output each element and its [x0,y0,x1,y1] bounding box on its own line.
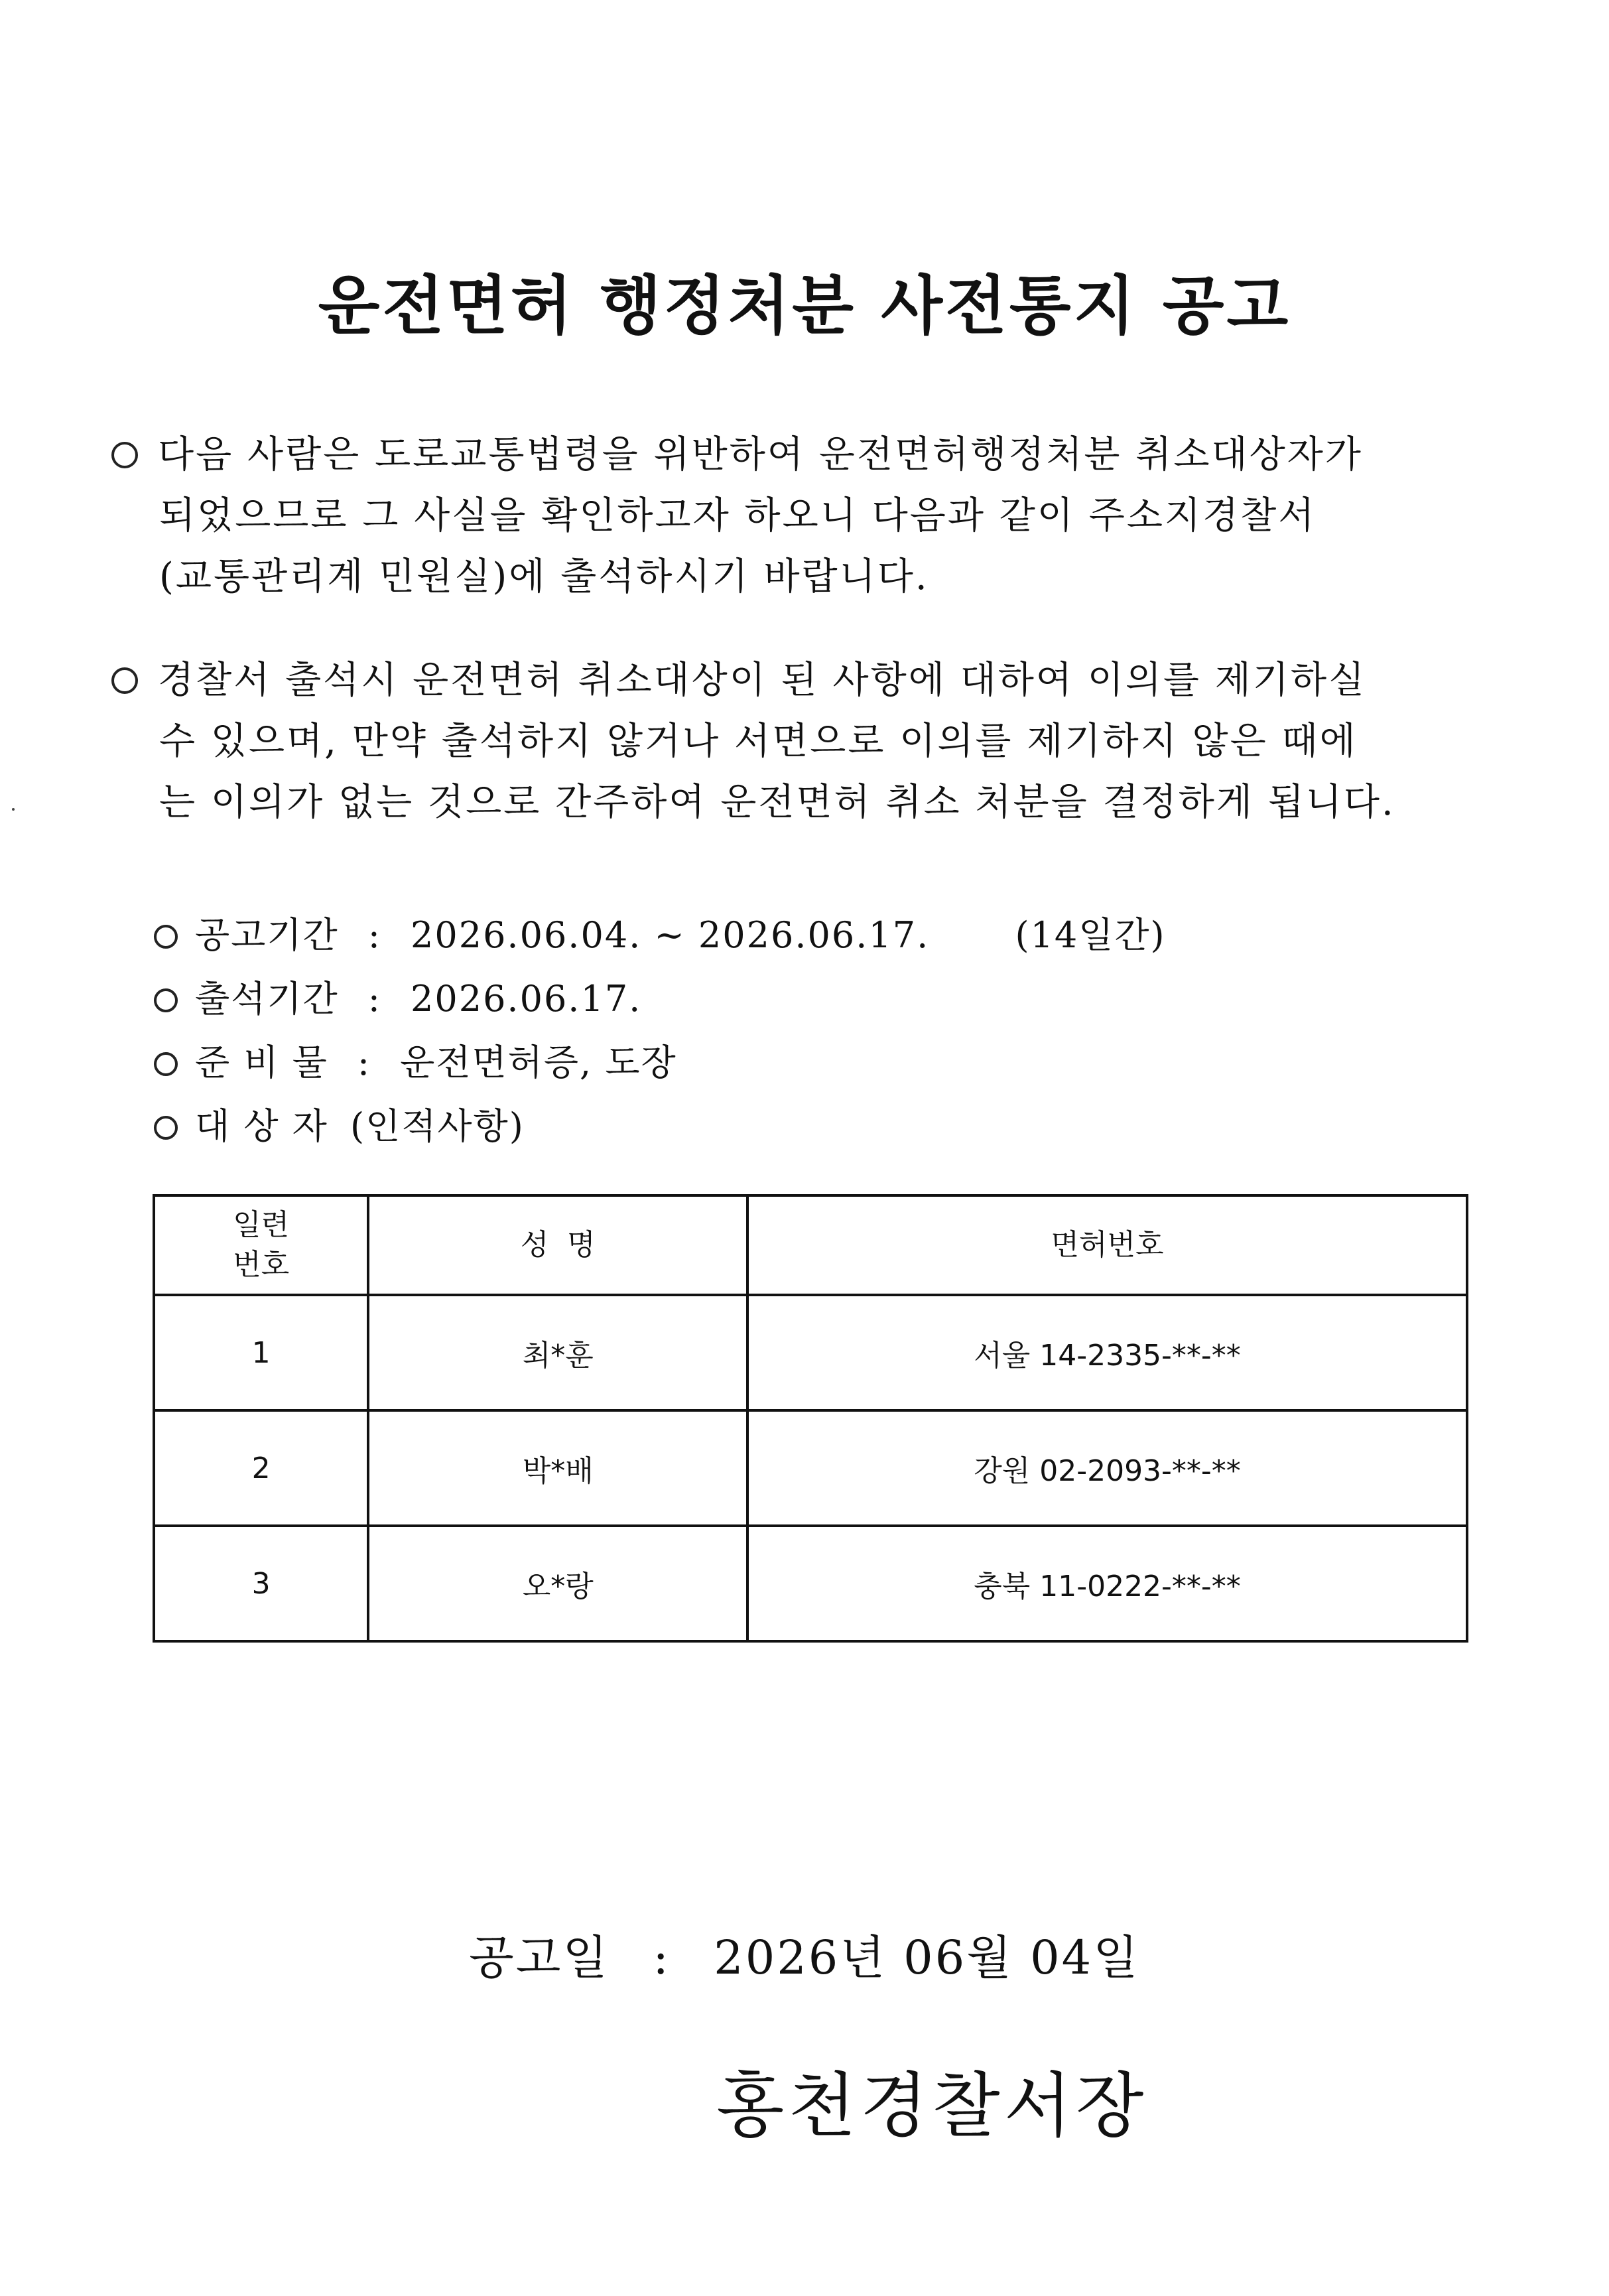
notice-date-separator: : [653,1930,671,1985]
paragraph-line: 다음 사람은 도로교통법령을 위반하여 운전면허행정처분 취소대상자가 [111,425,1471,486]
paragraph-line: 는 이의가 없는 것으로 간주하여 운전면허 취소 처분을 결정하게 됩니다. [159,781,1395,824]
circle-bullet-icon [154,925,178,949]
info-subjects [154,1095,1414,1158]
notice-date-value: 2026년 06월 04일 [714,1930,1140,1985]
table-header-row [154,1195,1467,1295]
info-value: 2026.06.04. ~ 2026.06.17. [411,914,930,956]
info-label: 대 상 자 [195,1105,328,1147]
paragraph-line: 수 있으며, 만약 출석하지 않거나 서면으로 이의를 제기하지 않은 때에 [159,720,1358,763]
info-value: 2026.06.17. [411,978,642,1020]
table-row [154,1410,1467,1526]
circle-bullet-icon [154,1052,178,1076]
cell-name: 최*훈 [368,1295,747,1410]
cell-name: 박*배 [368,1410,747,1526]
info-note: (14일간) [1015,914,1166,956]
cell-license: 충북 11-0222-**-** [747,1526,1467,1641]
cell-license: 서울 14-2335-**-** [747,1295,1467,1410]
cell-serial: 3 [154,1526,368,1641]
cell-serial: 1 [154,1295,368,1410]
cell-name: 오*랑 [368,1526,747,1641]
notice-date [0,1921,1609,1988]
issuing-organization: 홍천경찰서장 [716,2065,1148,2147]
header-license-number: 면허번호 [747,1195,1467,1295]
circle-bullet-icon [154,988,178,1012]
info-value: 운전면허증, 도장 [400,1042,677,1083]
notice-info-list [154,904,1414,1158]
circle-bullet-icon [111,667,138,694]
info-attendance-period [154,967,1414,1031]
circle-bullet-icon [111,442,138,468]
info-label: 출석기간 [195,978,339,1020]
paragraph-line: (교통관리계 민원실)에 출석하시기 바랍니다. [159,555,929,598]
header-name: 성 명 [368,1195,747,1295]
table-row [154,1295,1467,1410]
info-notice-period [154,904,1414,967]
info-label: 공고기간 [195,914,339,956]
info-items-needed [154,1031,1414,1095]
subjects-table [153,1194,1468,1643]
header-serial-number: 일련 번호 [154,1195,368,1295]
info-separator: : [357,1042,371,1083]
info-separator: : [367,914,381,956]
paragraph-line: 되었으므로 그 사실을 확인하고자 하오니 다음과 같이 주소지경찰서 [159,494,1317,537]
table-row [154,1526,1467,1641]
scan-speck [12,808,15,811]
paragraph-line: 경찰서 출석시 운전면허 취소대상이 된 사항에 대하여 이의를 제기하실 [111,650,1471,711]
cell-serial: 2 [154,1410,368,1526]
cell-license: 강원 02-2093-**-** [747,1410,1467,1526]
notice-paragraph-2 [111,650,1471,833]
info-value: (인적사항) [350,1105,525,1147]
info-label: 준 비 물 [195,1042,328,1083]
notice-date-label: 공고일 [469,1930,610,1985]
circle-bullet-icon [154,1116,178,1140]
info-separator: : [367,978,381,1020]
page-title: 운전면허 행정처분 사전통지 공고 [318,269,1291,343]
notice-paragraph-1 [111,425,1471,608]
